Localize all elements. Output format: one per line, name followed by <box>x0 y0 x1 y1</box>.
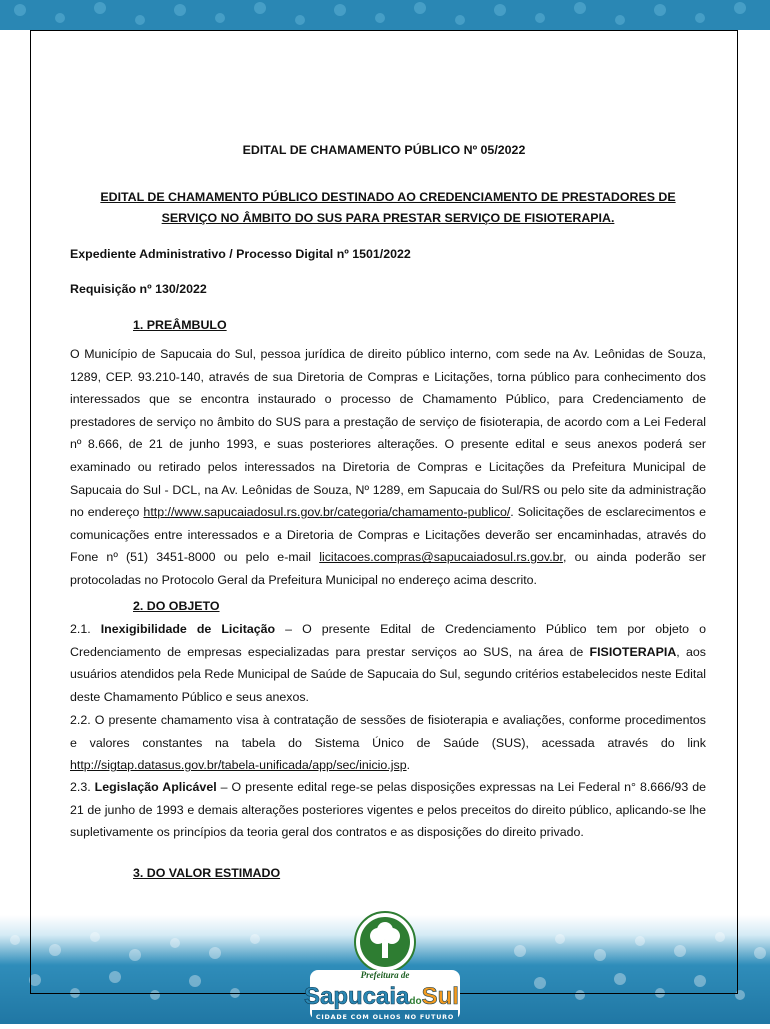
header-pattern-graphic <box>0 0 770 30</box>
logo-name-b: do <box>409 996 422 1007</box>
section-2-paragraph-3 <box>70 776 706 844</box>
site-link[interactable]: http://www.sapucaiadosul.rs.gov.br/categoria/chamamento-publico/ <box>143 505 511 520</box>
section-1-heading: 1. PREÂMBULO <box>133 318 227 332</box>
p23-text: – O presente edital rege-se pelas disposições expressas na Lei Federal n° 8.666/93 de 21 de junho de 1993 e demais alterações posteriores vigentes e pelos preceitos do direito público, aplicando-se lhe supletivamente os princípios da teoria geral dos contratos e as disposições do direito privado. <box>70 780 706 840</box>
subtitle-line-2: SERVIÇO NO ÂMBITO DO SUS PARA PRESTAR SERVIÇO DE FISIOTERAPIA. <box>161 211 615 225</box>
p23-number: 2.3. <box>70 780 95 794</box>
section-2-heading: 2. DO OBJETO <box>133 599 220 613</box>
subtitle-line-1: EDITAL DE CHAMAMENTO PÚBLICO DESTINADO AO CREDENCIAMENTO DE PRESTADORES DE <box>100 190 676 204</box>
p21-number: 2.1. <box>70 622 101 636</box>
logo-name-c: Sul <box>421 983 459 1010</box>
p22-end: . <box>406 758 411 773</box>
logo-line-1: Prefeitura de <box>360 970 410 980</box>
document-subtitle <box>70 187 706 229</box>
requisicao-line: Requisição nº 130/2022 <box>70 282 207 296</box>
p22-text: 2.2. O presente chamamento visa à contratação de sessões de fisioterapia e avaliações, conforme procedimentos e valores constantes na tabela do Sistema Único de Saúde (SUS), acessada através do link <box>70 713 706 750</box>
preamble-text-b: . Solicitações de esclarecimentos e comunicações entre interessados e a Diretoria de Compras e Licitações deverão ser encaminhadas, através do Fone nº (51) 3451-8000 ou pelo e-mail <box>70 505 706 565</box>
header-decoration <box>0 0 770 30</box>
preamble-text-a: O Município de Sapucaia do Sul, pessoa jurídica de direito público interno, com sede na Av. Leônidas de Souza, 1289, CEP. 93.210-140, através de sua Diretoria de Compras e Licitações, torna público para conhecimento dos interessados que se encontra instaurado o processo de Chamamento Público, para Credenciamento de prestadores de serviço no âmbito do SUS para a prestação de serviço de fisioterapia, de acordo com a Lei Federal nº 8.666, de 21 de junho 1993, e suas posteriores alterações. O presente edital e seus anexos poderá ser examinado ou retirado pelos interessados na Diretoria de Compras e Licitações da Prefeitura Municipal de Sapucaia do Sul - DCL, na Av. Leônidas de Souza, Nº 1289, em Sapucaia do Sul/RS ou pelo site da administração no endereço <box>70 347 706 520</box>
section-1-paragraph <box>70 343 706 592</box>
prefeitura-logo <box>290 910 480 1024</box>
section-2-paragraph-1 <box>70 618 706 708</box>
p21-text-b: , aos usuários atendidos pela Rede Municipal de Saúde de Sapucaia do Sul, segundo critérios estabelecidos neste Edital deste Chamamento Público e seus anexos. <box>70 644 706 704</box>
logo-graphic <box>290 910 480 1024</box>
email-link[interactable]: licitacoes.compras@sapucaiadosul.rs.gov.br <box>319 550 563 565</box>
section-2-paragraph-2 <box>70 709 706 777</box>
logo-slogan: CIDADE COM OLHOS NO FUTURO <box>315 1013 455 1021</box>
expediente-line: Expediente Administrativo / Processo Digital nº 1501/2022 <box>70 247 411 261</box>
logo-name <box>304 983 459 1010</box>
logo-name-a: Sapucaia <box>304 983 410 1010</box>
section-3-heading: 3. DO VALOR ESTIMADO <box>133 866 281 880</box>
p23-bold: Legislação Aplicável <box>94 780 217 794</box>
p21-bold-2: FISIOTERAPIA <box>589 644 677 659</box>
p21-bold: Inexigibilidade de Licitação <box>100 622 276 636</box>
document-title: EDITAL DE CHAMAMENTO PÚBLICO Nº 05/2022 <box>242 143 526 157</box>
sigtap-link[interactable]: http://sigtap.datasus.gov.br/tabela-unificada/app/sec/inicio.jsp <box>70 758 407 773</box>
preamble-text-c: , ou ainda poderão ser protocoladas no Protocolo Geral da Prefeitura Municipal no endereço acima descrito. <box>70 550 706 587</box>
p21-text-a: – O presente Edital de Credenciamento Público tem por objeto o Credenciamento de empresas especializadas para prestar serviços ao SUS, na área de <box>70 622 706 659</box>
